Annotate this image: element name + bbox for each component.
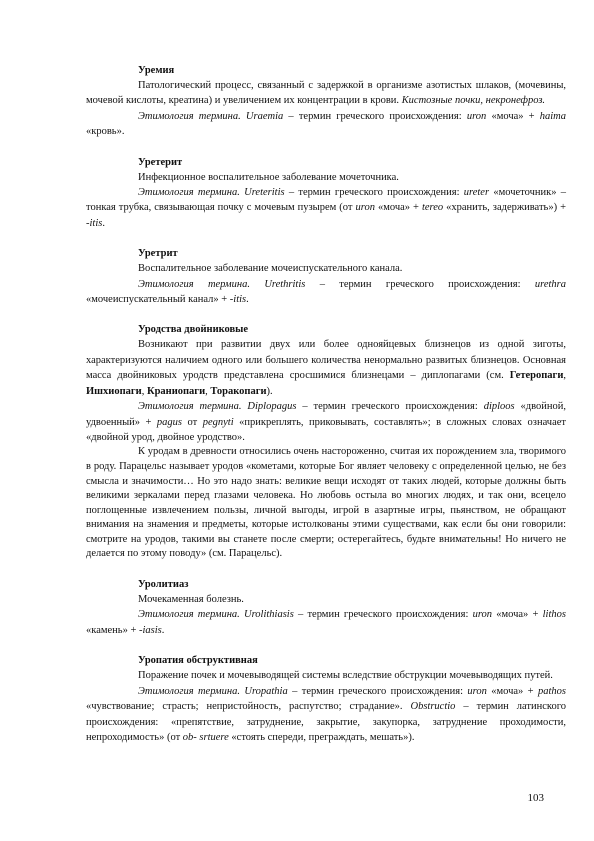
entry-etymology: Этимология термина. Ureteritis – термин греческого происхождения: ureter «мочеточник» – тонкая трубка, связывающая почку с мочевым пузырем (от uron «моча» + tereo «хранить, задерживать») + -itis. [86,187,566,229]
entry-definition: Мочекаменная болезнь. [138,594,244,606]
entry-term: Уролитиаз [138,579,189,591]
italic-text: uron [355,202,375,214]
entry-historical-note: К уродам в древности относились очень настороженно, считая их порождением зла, творимого в роду. Парацельс называет уродов «кометами, которые Бог являет человеку с определенной целью, не без смысла и значимости… Но это надо знать: великие вещи исходят от таких людей, которые должны быть великими зеркалами перед глазами человека. Но любовь остыла во многих людях, и так они, всецело поглощенные извлечением пользы, личной выгоды, игрой в азартные игры, пьянством, не обращают внимания на знамения и предметы, которые истолкованы этими существами, как если бы они говорили: смотрите на уродов, такими вы станете после смерти; остерегайтесь, будьте внимательны! Но ничего не делается по этому поводу» (см. Парацельс). [86,446,566,560]
entry-term: Уродства двойниковые [138,324,249,336]
italic-text: Этимология термина. [138,110,246,122]
italic-text: uron [467,685,487,697]
entry-definition: Воспалительное заболевание мочеиспускательного канала. [138,263,403,275]
entry-urolithiasis [86,578,566,638]
page-number: 103 [527,792,544,804]
italic-text: diploos [483,401,515,413]
italic-text: Urolithiasis [244,609,294,621]
cross-reference-term: Гетеропаги [509,370,564,382]
italic-text: Этимология термина. [138,278,265,290]
entry-etymology: Этимология термина. Urolithiasis – термин греческого происхождения: uron «моча» + lithos «камень» + -iasis. [86,609,566,636]
italic-text: Uropathia [244,685,288,697]
italic-text: -itis [86,217,103,229]
entry-etymology: Этимология термина. Urethritis – термин греческого происхождения: urethra «мочеиспускательный канал» + -itis. [86,278,567,306]
entry-etymology: Этимология термина. Diplopagus – термин греческого происхождения: diploos «двойной, удвоенный» + pagus от pegnyti «прикреплять, приковывать, составлять»; в сложных словах означает «двойной урод, двойное уродство». [86,401,566,443]
entry-term: Уретрит [138,248,178,260]
italic-text: pagus [156,416,183,428]
entry-twin-deformities [86,323,566,562]
italic-text: Urethritis [264,278,306,290]
italic-text: lithos [542,609,566,621]
entry-uremia [86,64,566,140]
italic-text: uron [472,609,493,621]
entry-term: Уретерит [138,156,183,168]
italic-text: -itis [229,294,247,306]
italic-text: Этимология термина. [138,401,248,413]
italic-text: ob- srtuere [182,731,229,743]
entry-urethritis [86,247,566,307]
italic-text: uron [466,110,487,122]
italic-text: Этимология термина. [138,187,245,199]
italic-text: urethra [534,278,567,290]
entry-term: Уропатия обструктивная [138,655,258,667]
entry-definition: Возникают при развитии двух или более однояйцевых близнецов из одной зиготы, характеризуются наличием одного или большего количества ненормально развитых близнецов. Основная масса двойниковых уродств представлена сросшимися близнецами – диплопагами (см. Гетеропаги, Ишхиопаги, Краниопаги, Торакопаги). [86,339,566,397]
italic-text: tereo [421,202,444,214]
entry-ureteritis [86,156,566,232]
entry-definition: Патологический процесс, связанный с задержкой в организме азотистых шлаков, (мочевины, мочевой кислоты, креатина) и увеличением их концентрации в крови. Кистозные почки, некронефроз. [86,80,566,107]
italic-text: Diplopagus [247,401,297,413]
entry-obstructive-uropathy [86,654,566,745]
italic-text: Этимология термина. [138,685,245,697]
entry-etymology: Этимология термина. Uropathia – термин греческого происхождения: uron «моча» + pathos «чувствование; страсть; непристойность, распутство; страдание». Obstructio – термин латинского происхождения: «препятствие, затруднение, закрытие, закупорка, затруднение проходимости, непроходимость» (от ob- srtuere «стоять спереди, преграждать, мешать»). [86,685,566,743]
cross-reference-term: Ишхиопаги [86,385,142,397]
italic-text: ureter [463,187,490,199]
cross-reference-term: Торакопаги [210,385,267,397]
italic-text: -iasis [139,624,162,636]
italic-text: pathos [537,685,566,697]
entry-term: Уремия [138,65,175,76]
italic-text: Этимология термина. [138,609,244,621]
entry-definition: Поражение почек и мочевыводящей системы вследствие обструкции мочевыводящих путей. [138,670,553,682]
glossary-content [86,64,566,761]
entry-definition: Инфекционное воспалительное заболевание мочеточника. [138,171,399,183]
italic-text: Кистозные почки, некронефроз. [401,95,546,107]
italic-text: Obstructio [410,701,456,713]
italic-text: haima [539,110,566,122]
entry-etymology: Этимология термина. Uraemia – термин греческого происхождения: uron «моча» + haima «кровь». [86,110,566,138]
italic-text: Uraemia [245,110,284,122]
italic-text: Ureteritis [244,187,285,199]
italic-text: pegnyti [202,416,234,428]
cross-reference-term: Краниопаги [146,385,206,397]
